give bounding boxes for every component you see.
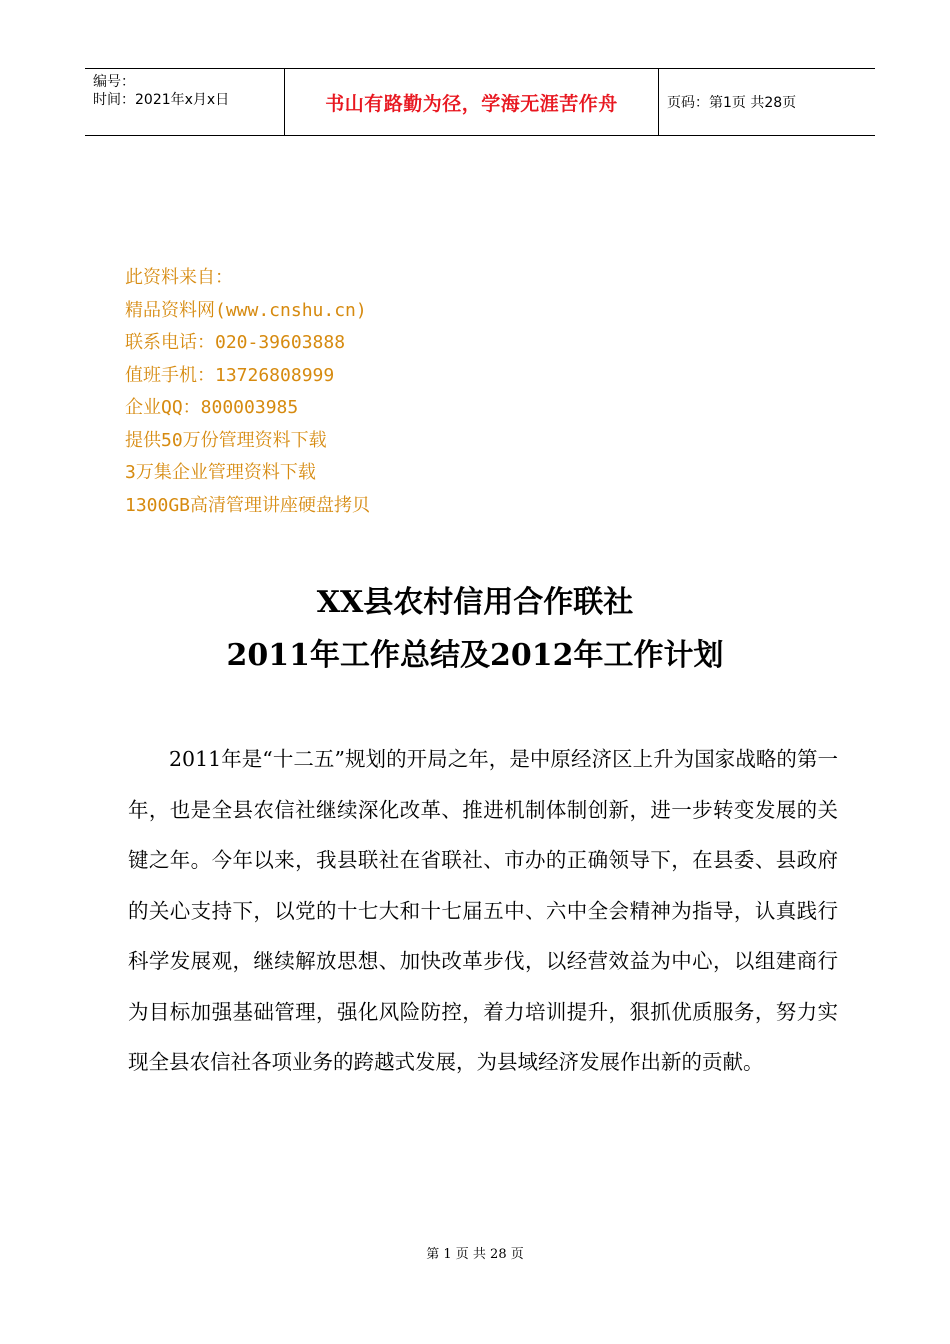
document-title-line2: 2011年工作总结及2012年工作计划 [226,638,724,673]
source-line: 提供50万份管理资料下载 [125,429,327,451]
source-info-block [125,262,625,522]
header-info-cell [85,69,285,135]
body-paragraph: 2011年是“十二五”规划的开局之年，是中原经济区上升为国家战略的第一年，也是全县农信社继续深化改革、推进机制体制创新，进一步转变发展的关键之年。今年以来，我县联社在省联社、市办的正确领导下，在县委、县政府的关心支持下，以党的十七大和十七届五中、六中全会精神为指导，认真践行科学发展观，继续解放思想、加快改革步伐，以经营效益为中心，以组建商行为目标加强基础管理，强化风险防控，着力培训提升，狠抓优质服务，努力实现全县农信社各项业务的跨越式发展，为县域经济发展作出新的贡献。 [128,747,838,1074]
source-line-website: 精品资料网(www.cnshu.cn) [125,299,367,321]
source-line: 1300GB高清管理讲座硬盘拷贝 [125,494,371,516]
source-line-phone: 联系电话：020-39603888 [125,332,346,353]
header-motto-cell [285,69,659,135]
source-line: 3万集企业管理资料下载 [125,462,316,483]
source-line-mobile: 值班手机：13726808999 [125,364,335,386]
page-footer: 第 1 页 共 28 页 [426,1247,524,1262]
document-number: 编号： [93,74,135,90]
source-line: 此资料来自： [125,267,233,288]
document-header [85,68,875,136]
header-page-cell [659,69,875,135]
document-title-line1: XX县农村信用合作联社 [316,585,634,620]
document-time: 时间：2021年x月x日 [93,92,230,108]
header-motto: 书山有路勤为径，学海无涯苦作舟 [325,93,618,115]
header-page-code: 页码：第1页 共28页 [667,95,797,111]
source-line-qq: 企业QQ：800003985 [125,397,299,418]
